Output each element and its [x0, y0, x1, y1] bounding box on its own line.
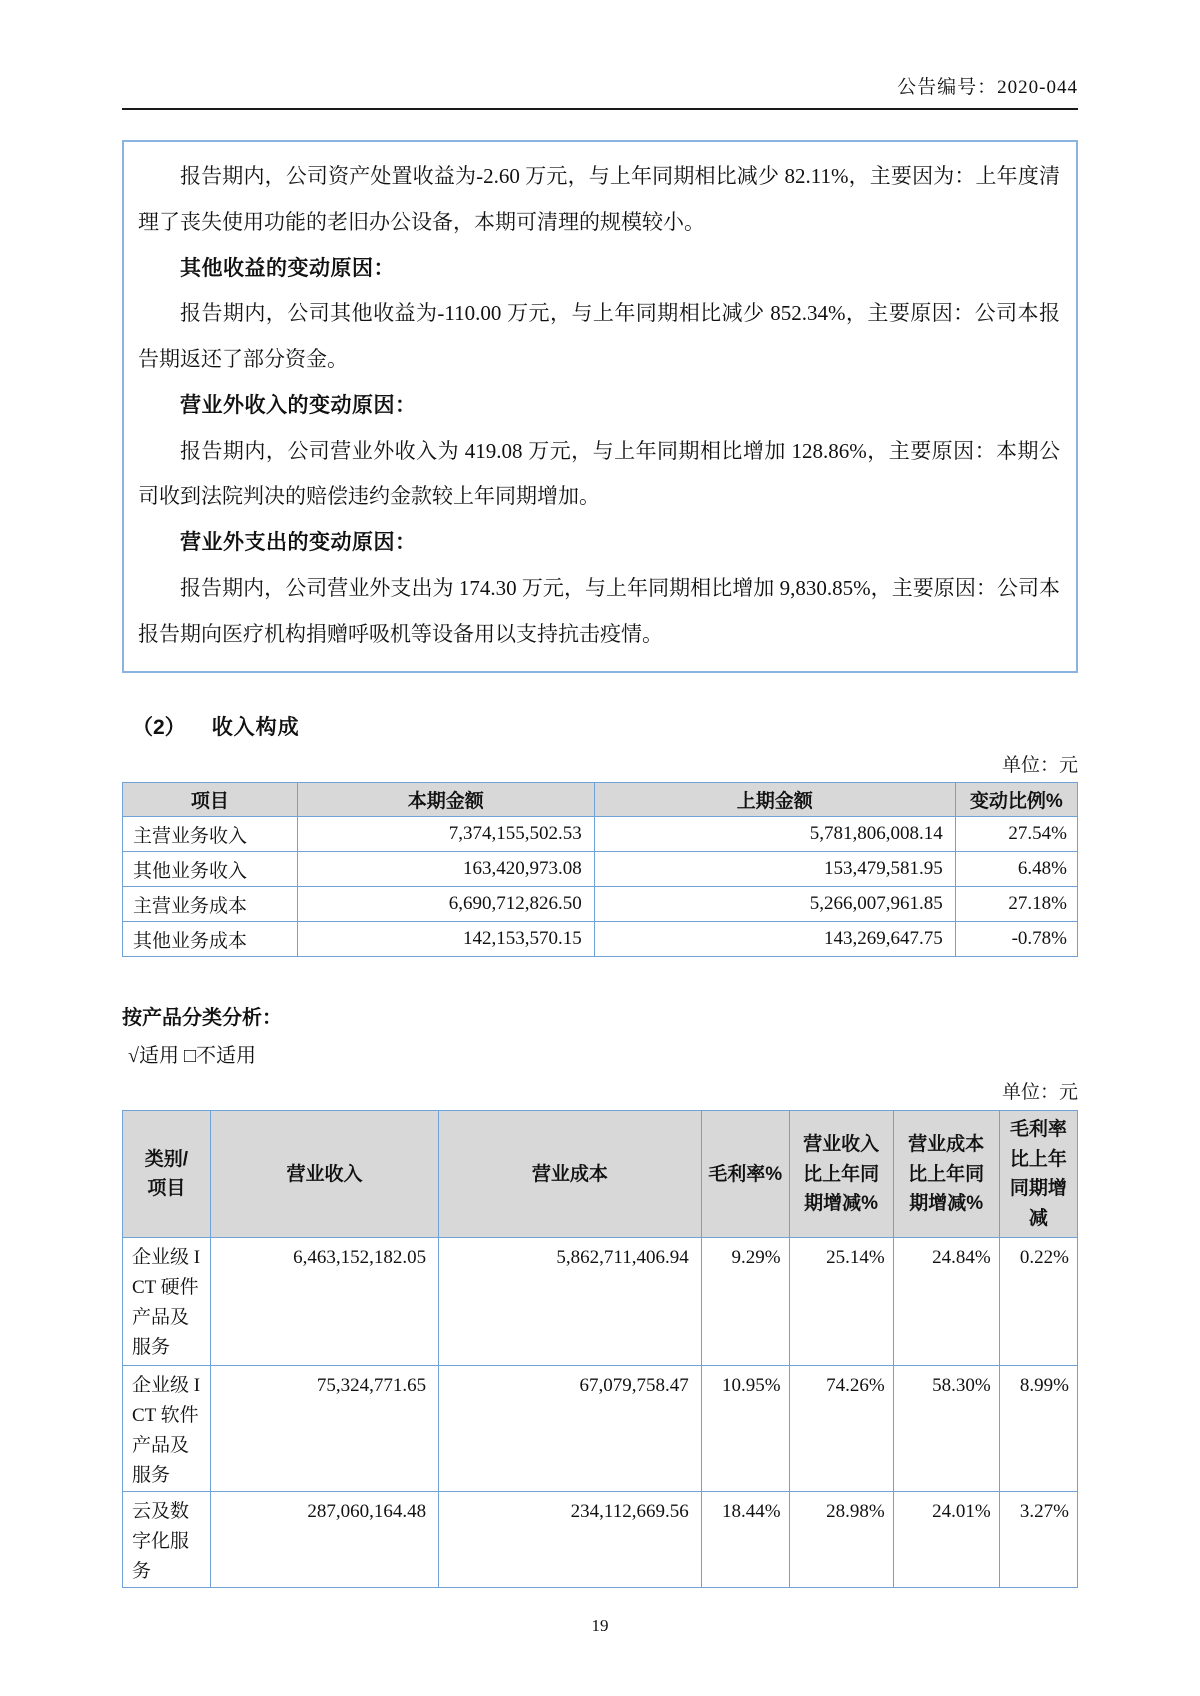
paragraph-heading: 营业外支出的变动原因： — [180, 531, 417, 555]
table-cell: 10.95% — [701, 1366, 789, 1492]
section-number: （2） — [132, 716, 186, 740]
table-cell: 58.30% — [893, 1366, 999, 1492]
paragraph: 报告期内，公司营业外收入为 419.08 万元，与上年同期相比增加 128.86%，主要原因：本期公司收到法院判决的赔偿违约金款较上年同期增加。 — [138, 438, 1060, 509]
table-header-cell: 本期金额 — [297, 783, 594, 817]
table-header-cell: 营业收入 — [210, 1111, 438, 1238]
paragraph-heading: 营业外收入的变动原因： — [180, 393, 417, 417]
table-cell: 7,374,155,502.53 — [297, 817, 594, 852]
section-title: 收入构成 — [211, 716, 300, 740]
table-row — [123, 887, 1078, 922]
table-header-cell: 毛利率% — [701, 1111, 789, 1238]
table-cell: 234,112,669.56 — [439, 1492, 702, 1588]
table-row — [123, 922, 1078, 957]
table-header-cell: 营业收入比上年同期增减% — [789, 1111, 893, 1238]
table-cell: 0.22% — [999, 1238, 1077, 1366]
table-row — [123, 1238, 1078, 1366]
table-header-row — [123, 783, 1078, 817]
table-header-cell: 上期金额 — [594, 783, 955, 817]
table-cell: 9.29% — [701, 1238, 789, 1366]
table-header-cell: 营业成本 — [439, 1111, 702, 1238]
table-cell: 67,079,758.47 — [439, 1366, 702, 1492]
page-number: 19 — [591, 1616, 609, 1636]
unit-label: 单位：元 — [1001, 1082, 1078, 1104]
table-row — [123, 817, 1078, 852]
page-content — [122, 0, 1078, 1636]
table-cell: 25.14% — [789, 1238, 893, 1366]
paragraph: 报告期内，公司资产处置收益为-2.60 万元，与上年同期相比减少 82.11%，主要因为：上年度清理了丧失使用功能的老旧办公设备，本期可清理的规模较小。 — [138, 164, 1060, 234]
table-cell: -0.78% — [955, 922, 1077, 957]
table-header-row — [123, 1111, 1078, 1238]
product-analysis-title: 按产品分类分析： — [122, 1007, 282, 1030]
table-cell: 6,463,152,182.05 — [210, 1238, 438, 1366]
table-cell: 主营业务收入 — [123, 817, 298, 852]
table-cell: 企业级 ICT 软件产品及服务 — [123, 1366, 211, 1492]
table-cell: 163,420,973.08 — [297, 852, 594, 887]
table-cell: 24.01% — [893, 1492, 999, 1588]
product-table — [122, 1110, 1078, 1588]
table-cell: 8.99% — [999, 1366, 1077, 1492]
table-cell: 6,690,712,826.50 — [297, 887, 594, 922]
paragraph: 报告期内，公司营业外支出为 174.30 万元，与上年同期相比增加 9,830.85%，主要原因：公司本报告期向医疗机构捐赠呼吸机等设备用以支持抗击疫情。 — [138, 575, 1060, 646]
table-header-cell: 毛利率比上年同期增减 — [999, 1111, 1077, 1238]
table-cell: 27.54% — [955, 817, 1077, 852]
notes-box — [122, 140, 1078, 673]
table-cell: 24.84% — [893, 1238, 999, 1366]
table-row — [123, 1492, 1078, 1588]
table-header-cell: 类别/项目 — [123, 1111, 211, 1238]
table-row — [123, 852, 1078, 887]
table-cell: 5,266,007,961.85 — [594, 887, 955, 922]
table-header-cell: 变动比例% — [955, 783, 1077, 817]
doc-number: 公告编号：2020-044 — [122, 72, 1078, 110]
table-cell: 142,153,570.15 — [297, 922, 594, 957]
paragraph-heading: 其他收益的变动原因： — [180, 256, 395, 280]
table-cell: 287,060,164.48 — [210, 1492, 438, 1588]
table-header-cell: 项目 — [123, 783, 298, 817]
table-cell: 75,324,771.65 — [210, 1366, 438, 1492]
unit-label: 单位：元 — [1001, 755, 1078, 777]
table-row — [123, 1366, 1078, 1492]
table-cell: 其他业务收入 — [123, 852, 298, 887]
table-cell: 云及数字化服务 — [123, 1492, 211, 1588]
applicability-line: √适用 □不适用 — [128, 1045, 257, 1068]
income-table — [122, 782, 1078, 957]
paragraph: 报告期内，公司其他收益为-110.00 万元，与上年同期相比减少 852.34%，主要原因：公司本报告期返还了部分资金。 — [138, 301, 1060, 372]
table-cell: 143,269,647.75 — [594, 922, 955, 957]
table-cell: 74.26% — [789, 1366, 893, 1492]
table-cell: 6.48% — [955, 852, 1077, 887]
table-cell: 27.18% — [955, 887, 1077, 922]
table-cell: 企业级 ICT 硬件产品及服务 — [123, 1238, 211, 1366]
table-cell: 主营业务成本 — [123, 887, 298, 922]
table-cell: 3.27% — [999, 1492, 1077, 1588]
section-heading — [122, 711, 1078, 741]
table-cell: 153,479,581.95 — [594, 852, 955, 887]
table-header-cell: 营业成本比上年同期增减% — [893, 1111, 999, 1238]
table-cell: 其他业务成本 — [123, 922, 298, 957]
table-cell: 28.98% — [789, 1492, 893, 1588]
table-cell: 5,862,711,406.94 — [439, 1238, 702, 1366]
table-cell: 18.44% — [701, 1492, 789, 1588]
table-cell: 5,781,806,008.14 — [594, 817, 955, 852]
